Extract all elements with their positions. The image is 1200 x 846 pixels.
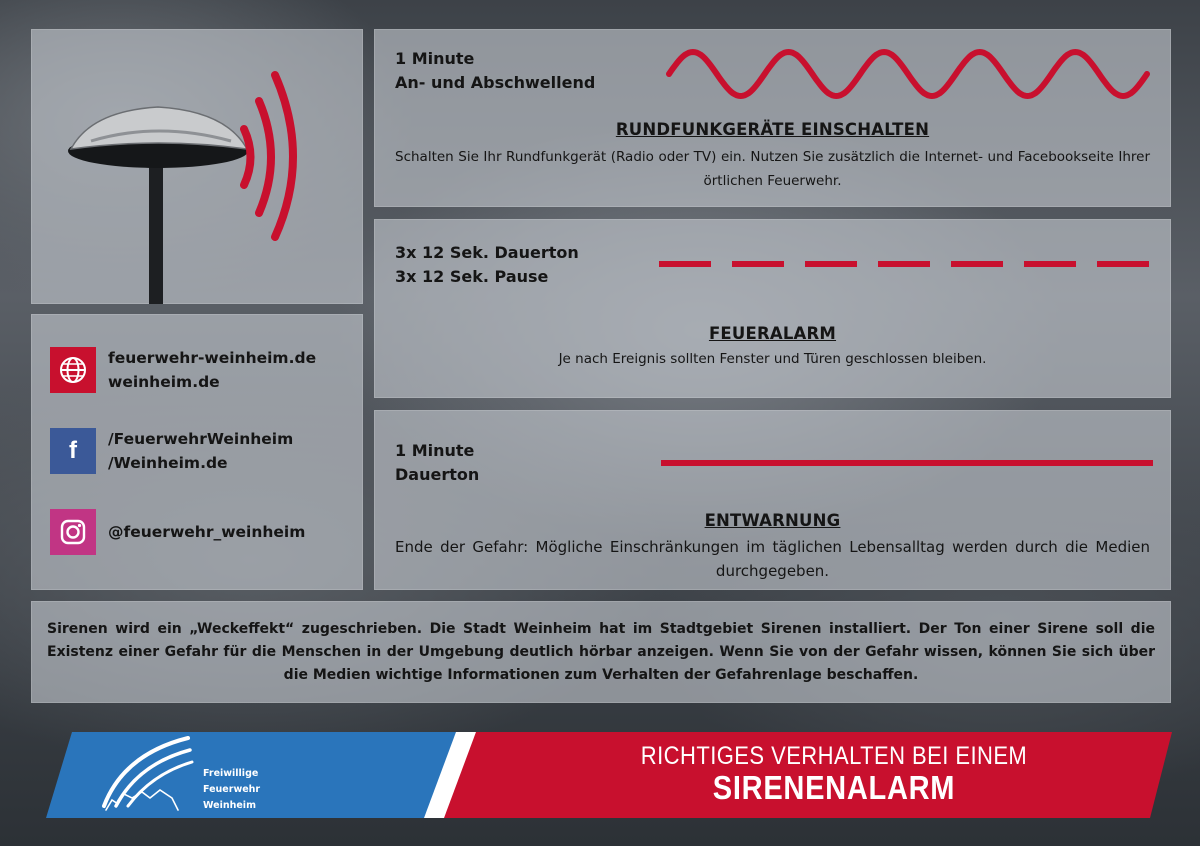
signal-label bbox=[395, 241, 579, 289]
signal-duration: 1 Minute bbox=[395, 49, 475, 68]
signal-label bbox=[395, 439, 479, 487]
headline-line-1: RICHTIGES VERHALTEN BEI EINEM bbox=[640, 742, 1028, 770]
siren-illustration-panel bbox=[31, 29, 363, 304]
signal-panel-radio bbox=[374, 29, 1171, 207]
siren-pole bbox=[149, 159, 163, 304]
signal-pause: 3x 12 Sek. Pause bbox=[395, 267, 549, 286]
siren-image bbox=[31, 29, 363, 304]
contact-facebook-primary[interactable]: /FeuerwehrWeinheim bbox=[108, 430, 294, 448]
wave-pattern-icon bbox=[663, 43, 1153, 105]
info-panel bbox=[31, 601, 1171, 703]
info-text: Sirenen wird ein „Weckeffekt“ zugeschrieben. Die Stadt Weinheim hat im Stadtgebiet Sirenen installiert. Der Ton einer Sirene soll die Existenz einer Gefahr für die Menschen in der Umgebung deutlich hörbar anzeigen. Wenn Sie von der Gefahr wissen, können Sie sich über die Medien wichtige Informationen zum Verhalten der Gefahrenlage beschaffen. bbox=[47, 621, 1155, 683]
dashed-pattern-icon bbox=[659, 258, 1151, 270]
brand-line: Freiwillige bbox=[203, 768, 259, 779]
contact-row-website[interactable] bbox=[50, 346, 316, 394]
contact-row-instagram[interactable] bbox=[50, 509, 305, 555]
signal-title: FEUERALARM bbox=[708, 324, 837, 343]
signal-title: RUNDFUNKGERÄTE EINSCHALTEN bbox=[615, 120, 930, 139]
sound-wave-icon bbox=[275, 75, 293, 237]
headline-line-2: SIRENENALARM bbox=[712, 769, 956, 806]
signal-title: ENTWARNUNG bbox=[704, 511, 841, 530]
contact-website-secondary[interactable]: weinheim.de bbox=[108, 373, 220, 391]
contact-row-facebook[interactable] bbox=[50, 427, 293, 475]
contact-panel bbox=[31, 314, 363, 590]
signal-type: An- und Abschwellend bbox=[395, 73, 596, 92]
title-banner bbox=[46, 732, 1172, 818]
contact-website-primary[interactable]: feuerwehr-weinheim.de bbox=[108, 349, 317, 367]
siren-dome bbox=[71, 107, 247, 149]
sound-wave-icon bbox=[259, 101, 271, 213]
page-headline bbox=[516, 742, 1152, 807]
facebook-icon: f bbox=[50, 428, 96, 474]
signal-description: Je nach Ereignis sollten Fenster und Türen geschlossen bleiben. bbox=[558, 351, 987, 367]
solid-line-pattern-icon bbox=[661, 457, 1153, 469]
contact-instagram-handle[interactable]: @feuerwehr_weinheim bbox=[108, 523, 306, 541]
signal-type: Dauerton bbox=[395, 465, 480, 484]
brand-line: Feuerwehr bbox=[203, 784, 261, 795]
signal-duration: 1 Minute bbox=[395, 441, 475, 460]
instagram-icon bbox=[50, 509, 96, 555]
globe-icon bbox=[50, 347, 96, 393]
sound-wave-icon bbox=[244, 129, 251, 185]
signal-panel-all-clear bbox=[374, 410, 1171, 590]
brand-name bbox=[203, 766, 260, 814]
signal-description: Ende der Gefahr: Mögliche Einschränkungen im täglichen Lebensalltag werden durch die Medien durchgegeben. bbox=[395, 538, 1150, 580]
contact-facebook-secondary[interactable]: /Weinheim.de bbox=[108, 454, 228, 472]
signal-description: Schalten Sie Ihr Rundfunkgerät (Radio oder TV) ein. Nutzen Sie zusätzlich die Internet- und Facebookseite Ihrer örtlichen Feuerwehr. bbox=[395, 149, 1150, 189]
signal-panel-fire bbox=[374, 219, 1171, 398]
signal-duration: 3x 12 Sek. Dauerton bbox=[395, 243, 579, 262]
brand-line: Weinheim bbox=[203, 800, 256, 811]
signal-label bbox=[395, 47, 595, 95]
